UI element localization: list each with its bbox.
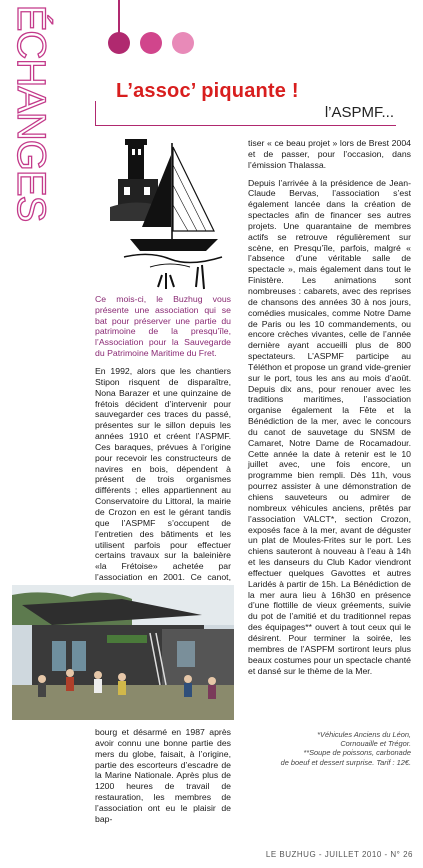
article-subtitle: l’ASPMF... [324,104,394,121]
accent-dot-3 [172,32,194,54]
footnote-line: Cornouaille et Trégor. [340,739,411,749]
footnotes [231,730,411,767]
article-intro: Ce mois-ci, le Buzhug vous présente une association qui se bat pour préserver une partie du patrimoine de la presqu’île, l’Association pour la Sauvegarde du Patrimoine Maritime du Fret. [95,294,231,358]
chantier-photo [12,585,234,720]
body-paragraph: En 1992, alors que les chantiers Stipon risquent de disparaître, Nona Barazer et une quinzaine de frétois décident d’intervenir pour sauvegarder ces traces du passé, présentes sur le sillon depuis les années 1910 et créent l’ASPMF. Ces baraques, prévues à l’origine pour recevoir les constructeurs de navires en bois, dépendent à présent de trois organismes différents ; elles appartiennent au Conservatoire du Littoral, la mairie de Crozon en est le gérant tandis que l’ASPMF s’occupent de l’entretien des bâtiments et les utilisent parfois pour effectuer certains travaux sur la baleinière «la Frétoise» achetée par l’association en 2001. Ce canot, [95,366,231,583]
body-paragraph: bourg et désarmé en 1987 après avoir connu une bonne partie des mers du globe, faisait, à l’origine, partie des escorteurs d’escadre de la Marine Nationale. Après plus de 1200 heures de travail de restauration, les membres de l’association ont eu le plaisir de bap- [95,727,231,824]
article-column-2 [248,138,411,683]
sailboat-illustration [110,135,230,290]
accent-dot-2 [140,32,162,54]
footnote-line: *Véhicules Anciens du Léon, [317,730,411,739]
footnote-line: **Soupe de poissons, carbonade [303,748,411,758]
body-paragraph: Depuis l’arrivée à la présidence de Jean-Claude Bervas, l’association s’est également lancée dans la création de spectacles afin de financer ses autres projets. Une quarantaine de membres actifs se retrouve régulièrement sur scène, en Presqu’île, parfois, malgré « l’absence d’une véritable salle de spectacle », mais également dans tout le Finistère. Les animations sont nombreuses : cabarets, avec des reprises de chansons des années 30 à nos jours, comédies musicales, comme Notre Dame de Paris ou les 10 commandements, ou encore crèches vivantes, celle de l’année dernière ayant accueilli plus de 800 spectateurs. L’ASPMF participe au Téléthon et propose un grand vide-grenier sur le port, tous les ans au mois d’août. Depuis dix ans, pour renouer avec les traditions maritimes, l’association organise également la Fête et la Bénédiction de la mer, avec le concours du canot de sauvetage du SNSM de Camaret, Notre Dame de Rocamadour. Cette année la date à retenir est le 10 juillet avec, une fois encore, un programme bien rempli. Dès 11h, vous pourrez assister à une démonstration de chiens sauveteurs ou admirer de nombreux véhicules anciens, prêtés par l’association VALCT*, section Crozon, exposés face à la mer, avant de déguster un plat de Moules-Frites sur le port. Les chiens sauteront à nouveau à l’eau à 14h et les danseurs du Club Kador viendront effectuer quelques Gavottes et autres Laridés à partir de 15h. La Bénédiction de la mer aura lieu à 16h30 en présence d’une flottille de vieux gréements, suivie du pot de l’amitié et du traditionnel repas des équipages** ouvert à tout ceux qui le désirent. Pour terminer la soirée, les membres de l’ASPFM sortiront leurs plus beaux costumes pour un spectacle chanté et dansé sur le thème de la Mer. [248,177,411,676]
subtitle-frame [95,101,396,126]
section-label: ÉCHANGES [9,4,53,222]
section-label-vertical [6,4,53,222]
article-title: L’assoc’ piquante ! [116,80,299,102]
article-column-1 [95,366,231,601]
footnote-line: de boeuf et dessert surprise. Tarif : 12€. [280,757,411,767]
body-paragraph: tiser « ce beau projet » lors de Brest 2004 et de passer, pour l’occasion, dans l’émission Thalassa. [248,138,411,170]
accent-dot-1 [108,32,130,54]
article-column-1-continued [95,727,231,832]
page-footer: LE BUZHUG - JUILLET 2010 - N° 26 [265,850,413,859]
